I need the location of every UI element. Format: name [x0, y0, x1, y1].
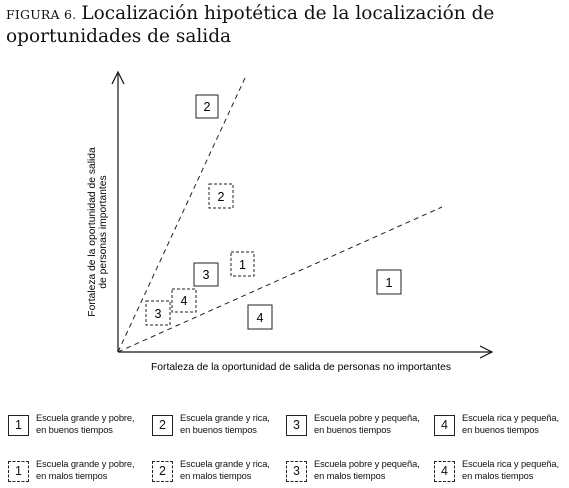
legend-text	[462, 412, 566, 436]
legend-item	[434, 412, 566, 442]
legend-box-dashed: 2	[152, 461, 173, 482]
legend-line1: Escuela rica y pequeña,	[462, 413, 559, 423]
legend-line1: Escuela pobre y pequeña,	[314, 459, 420, 469]
legend-box-solid: 4	[434, 415, 455, 436]
legend-text	[180, 458, 290, 482]
legend-box-solid: 2	[152, 415, 173, 436]
legend-text	[462, 458, 566, 482]
diagram-box-label: 1	[239, 258, 246, 272]
diagram-box-label: 2	[217, 190, 225, 204]
legend-item	[8, 412, 148, 442]
legend-box-dashed: 3	[286, 461, 307, 482]
legend-line2: en buenos tiempos	[36, 425, 113, 435]
x-axis-label: Fortaleza de la oportunidad de salida de personas no importantes	[151, 362, 451, 373]
y-axis-label-line2: de personas importantes	[98, 175, 109, 289]
legend-box-dashed: 4	[434, 461, 455, 482]
legend-line1: Escuela rica y pequeña,	[462, 459, 559, 469]
y-axis-label	[87, 147, 109, 317]
legend-text	[36, 412, 146, 436]
legend-item	[434, 458, 566, 488]
legend-box-solid: 3	[286, 415, 307, 436]
legend-item	[152, 458, 292, 488]
diagram-box	[194, 263, 218, 286]
legend-line2: en buenos tiempos	[314, 425, 391, 435]
legend-text	[314, 458, 424, 482]
figure-label: FIGURA 6.	[6, 7, 77, 22]
legend-item	[286, 458, 426, 488]
diagram-box	[377, 270, 401, 294]
legend-line2: en malos tiempos	[180, 471, 252, 481]
diagram-box-label: 4	[180, 294, 188, 308]
diagram-box-label: 4	[256, 311, 264, 325]
legend-item	[8, 458, 148, 488]
legend-line1: Escuela grande y pobre,	[36, 459, 135, 469]
diagram-box-label: 3	[154, 307, 162, 321]
legend-line2: en buenos tiempos	[180, 425, 257, 435]
diagram-box-label: 1	[385, 276, 393, 290]
legend-line2: en buenos tiempos	[462, 425, 539, 435]
y-axis-label-line1: Fortaleza de la oportunidad de salida	[87, 147, 98, 317]
legend-line1: Escuela grande y rica,	[180, 413, 270, 423]
legend-line1: Escuela pobre y pequeña,	[314, 413, 420, 423]
legend-item	[286, 412, 426, 442]
legend-text	[180, 412, 290, 436]
legend-item	[152, 412, 292, 442]
legend-line1: Escuela grande y pobre,	[36, 413, 135, 423]
diagram-box	[231, 252, 254, 276]
legend-line2: en malos tiempos	[462, 471, 534, 481]
legend-line2: en malos tiempos	[314, 471, 386, 481]
legend-box-dashed: 1	[8, 461, 29, 482]
diagram-box-label: 2	[203, 100, 211, 114]
diagram-box	[209, 184, 233, 208]
diagram-box-label: 3	[202, 268, 210, 282]
legend-text	[36, 458, 146, 482]
legend-text	[314, 412, 424, 436]
legend-line2: en malos tiempos	[36, 471, 108, 481]
diagram-box	[248, 305, 272, 329]
diagram-box	[196, 95, 218, 118]
figure-title-text: Localización hipotética de la localización de oportunidades de salida	[6, 3, 495, 47]
legend-line1: Escuela grande y rica,	[180, 459, 270, 469]
diagram-box	[146, 301, 170, 325]
legend-box-solid: 1	[8, 415, 29, 436]
diagram-box	[172, 289, 196, 312]
